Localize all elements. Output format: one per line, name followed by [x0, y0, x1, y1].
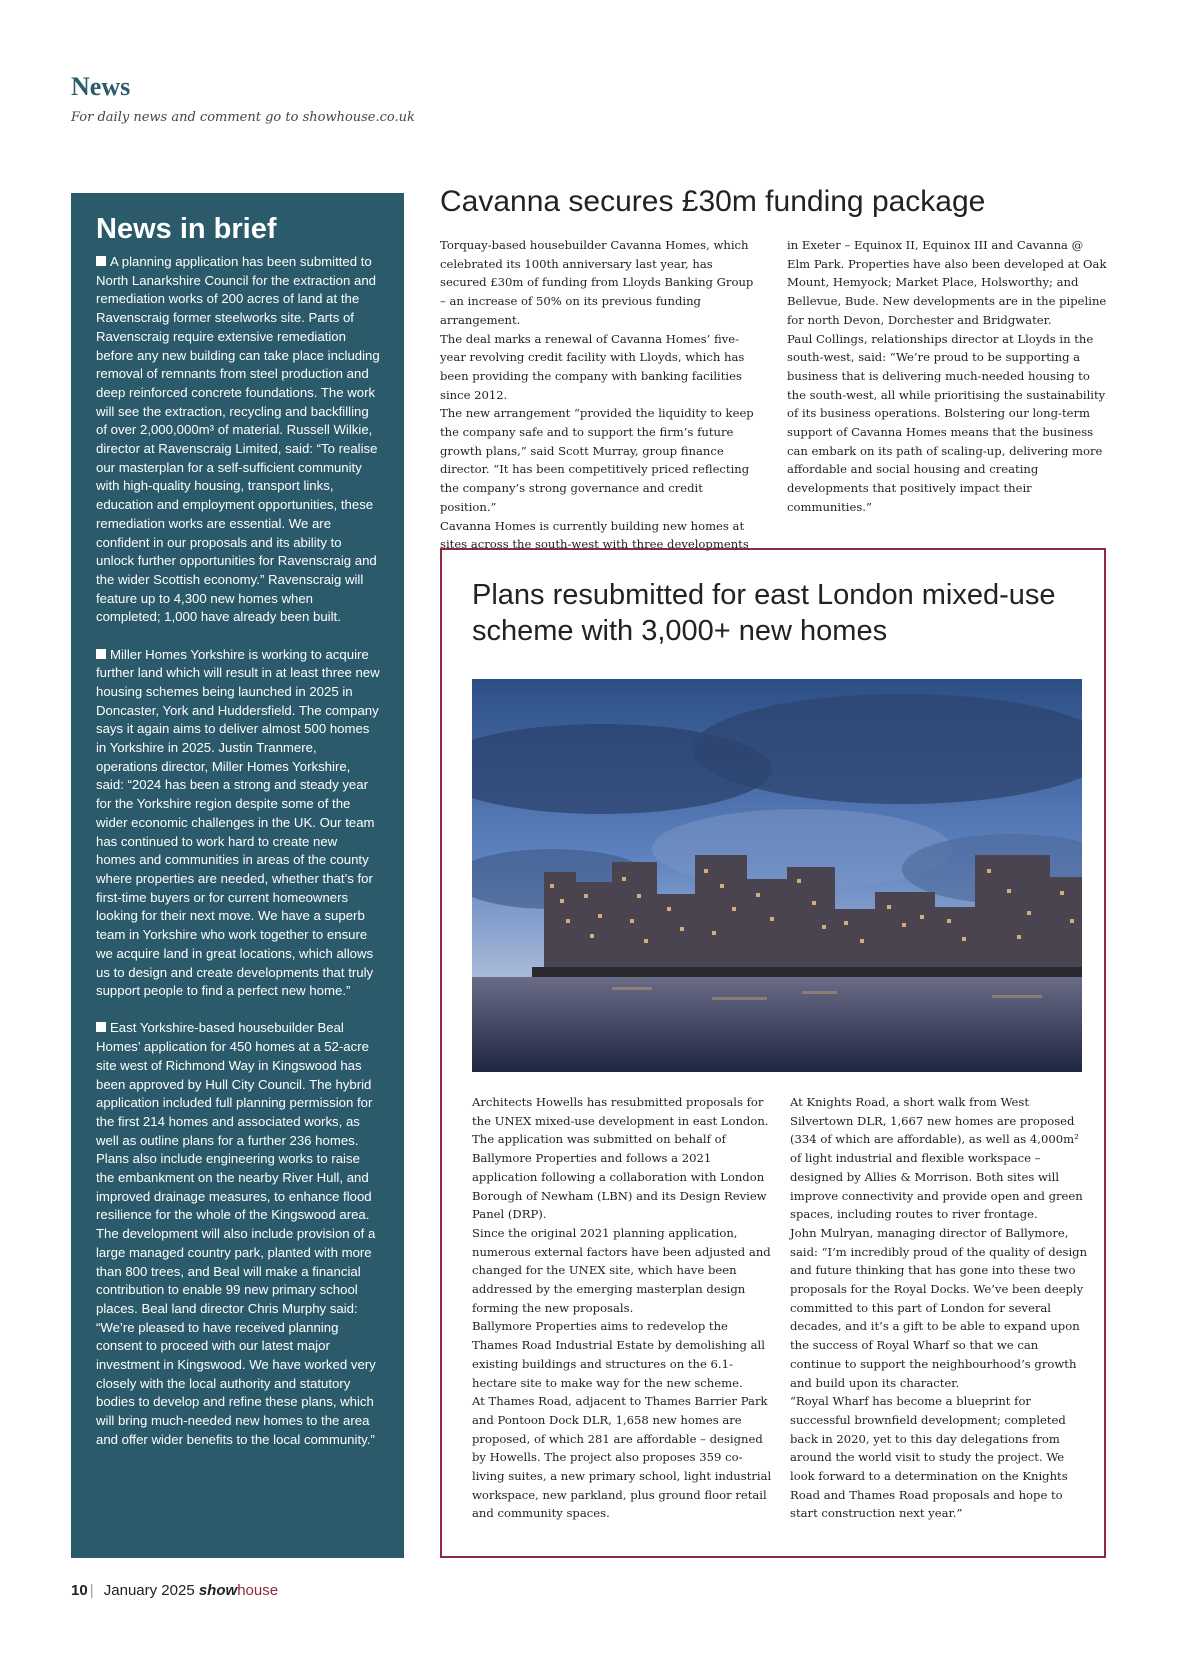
paragraph: Torquay-based housebuilder Cavanna Homes, which celebrated its 100th anniversary last year, has secured £30m of funding from Lloyds Banking Group – an increase of 50% on its previous funding arrangement.: [440, 238, 754, 327]
divider: |: [89, 1582, 94, 1599]
paragraph: Architects Howells has resubmitted proposals for the UNEX mixed-use development in east London. The application was submitted on behalf of Ballymore Properties and follows a 2021 application following a collaboration with London Borough of Newham (LBN) and its Design Review Panel (DRP).: [472, 1095, 769, 1222]
brief-item: A planning application has been submitted to North Lanarkshire Council for the extraction and remediation works of 200 acres of land at the Ravenscraig former steelworks site. Parts of Ravenscraig require extensive remediation before any new building can take place including removal of remnants from steel production and deep reinforced concrete foundations. The work will see the extraction, recycling and backfilling of over 2,000,000m³ of material. Russell Wilkie, director at Ravenscraig Limited, said: “To realise our masterplan for a self-sufficient community with high-quality housing, transport links, education and employment opportunities, these remediation works are essential. We are confident in our proposals and its ability to unlock further opportunities for Ravenscraig and the wider Scottish economy.” Ravenscraig will feature up to 4,300 new homes when completed; 1,000 have already been built.: [96, 254, 380, 625]
paragraph: The new arrangement “provided the liquidity to keep the company safe and to support the firm’s future growth plans,” said Scott Murray, group finance director. “It has been competitively priced reflecting the company’s strong governance and credit position.”: [440, 406, 754, 514]
square-bullet-icon: [96, 256, 106, 266]
riverside-development-photo: [472, 679, 1082, 1072]
brief-item: Miller Homes Yorkshire is working to acquire further land which will result in at least three new housing schemes being launched in 2025 in Doncaster, York and Huddersfield. The company says it again aims to deliver almost 500 homes in Yorkshire in 2025. Justin Tranmere, operations director, Miller Homes Yorkshire, said: “2024 has been a strong and steady year for the Yorkshire region despite some of the wider economic challenges in the UK. Our team has continued to work hard to create new homes and communities in areas of the county where properties are needed, whether that’s for first-time buyers or for current homeowners looking for their next move. We have a superb team in Yorkshire who work together to ensure we acquire land in great locations, which allows us to design and create developments that truly support people to find a perfect new home.”: [96, 646, 380, 999]
paragraph: Ballymore Properties aims to redevelop the Thames Road Industrial Estate by demolishing all existing buildings and structures on the 6.1-hectare site to make way for the new scheme.: [472, 1319, 765, 1390]
news-in-brief-panel: [71, 193, 404, 1558]
article-headline-cavanna: Cavanna secures £30m funding package: [440, 185, 986, 218]
issue-date: January 2025: [103, 1582, 195, 1599]
page-number: 10: [71, 1582, 88, 1599]
article-column-2: [790, 1093, 1090, 1523]
paragraph: The deal marks a renewal of Cavanna Homes’ five-year revolving credit facility with Lloyds, which has been providing the company with banking facilities since 2012.: [440, 331, 745, 402]
page-footer: [71, 1582, 278, 1599]
square-bullet-icon: [96, 1022, 106, 1032]
brief-item: East Yorkshire-based housebuilder Beal Homes’ application for 450 homes at a 52-acre site west of Richmond Way in Kingswood has been approved by Hull City Council. The hybrid application included full planning permission for the first 214 homes and associated works, as well as outline plans for a further 236 homes. Plans also include engineering works to raise the embankment on the nearby River Hull, and improved drainage measures, to enhance flood resilience for the whole of the Kingswood area. The development will also include provision of a large managed country park, planted with more than 800 trees, and Beal will make a financial contribution to enable 99 new primary school places. Beal land director Chris Murphy said: “We’re pleased to have received planning consent to proceed with our latest major investment in Kingswood. We have worked very closely with the local authority and statutory bodies to develop and refine these plans, which will bring much-needed new homes to the area and offer wider benefits to the local community.”: [96, 1020, 376, 1447]
paragraph: John Mulryan, managing director of Ballymore, said: “I’m incredibly proud of the quality of design and future thinking that has gone into these two proposals for the Royal Docks. We’ve been deeply committed to this part of London for several decades, and it’s a gift to be able to expand upon the success of Royal Wharf so that we can continue to support the neighbourhood’s growth and build upon its character.: [790, 1225, 1088, 1390]
paragraph: Cavanna Homes is currently building new homes at sites across the south-west with three developments: [440, 518, 749, 552]
square-bullet-icon: [96, 649, 106, 659]
article-column-1: [472, 1093, 772, 1523]
section-title: News: [71, 72, 131, 101]
article-column-2: [787, 236, 1109, 517]
section-subtitle: For daily news and comment go to showhouse.co.uk: [71, 110, 415, 125]
paragraph: Since the original 2021 planning application, numerous external factors have been adjusted and changed for the UNEX site, which have been addressed by the emerging masterplan design forming the new proposals.: [472, 1225, 771, 1315]
article-headline-unex: Plans resubmitted for east London mixed-use scheme with 3,000+ new homes: [472, 579, 1056, 647]
paragraph: Paul Collings, relationships director at Lloyds in the south-west, said: “We’re proud to be supporting a business that is delivering much-needed housing to the south-west, all while prioritising the sustainability of its business operations. Bolstering our long-term support of Cavanna Homes means that the business can embark on its path of scaling-up, delivering more affordable and social housing and creating developments that positively impact their communities.”: [787, 331, 1106, 514]
paragraph: At Knights Road, a short walk from West Silvertown DLR, 1,667 new homes are proposed (334 of which are affordable), as well as 4,000m² of light industrial and flexible workspace – designed by Allies & Morrison. Both sites will improve connectivity and provide open and green spaces, including routes to river frontage.: [790, 1095, 1083, 1222]
publication-logo: showhouse: [198, 1582, 279, 1599]
paragraph: in Exeter – Equinox II, Equinox III and Cavanna @ Elm Park. Properties have also been developed at Oak Mount, Hemyock; Market Place, Holsworthy; and Bellevue, Bude. New developments are in the pipeline for north Devon, Dorchester and Bridgwater.: [787, 238, 1107, 327]
paragraph: “Royal Wharf has become a blueprint for successful brownfield development; completed back in 2020, yet to this day delegations from around the world visit to study the project. We look forward to a determination on the Knights Road and Thames Road proposals and hope to start construction next year.”: [790, 1394, 1068, 1521]
news-in-brief-title: News in brief: [96, 213, 277, 245]
paragraph: At Thames Road, adjacent to Thames Barrier Park and Pontoon Dock DLR, 1,658 new homes are proposed, of which 281 are affordable – designed by Howells. The project also proposes 359 co-living suites, a new primary school, light industrial workspace, new parkland, plus ground floor retail and community spaces.: [472, 1394, 772, 1521]
article-column-1: [440, 236, 762, 554]
